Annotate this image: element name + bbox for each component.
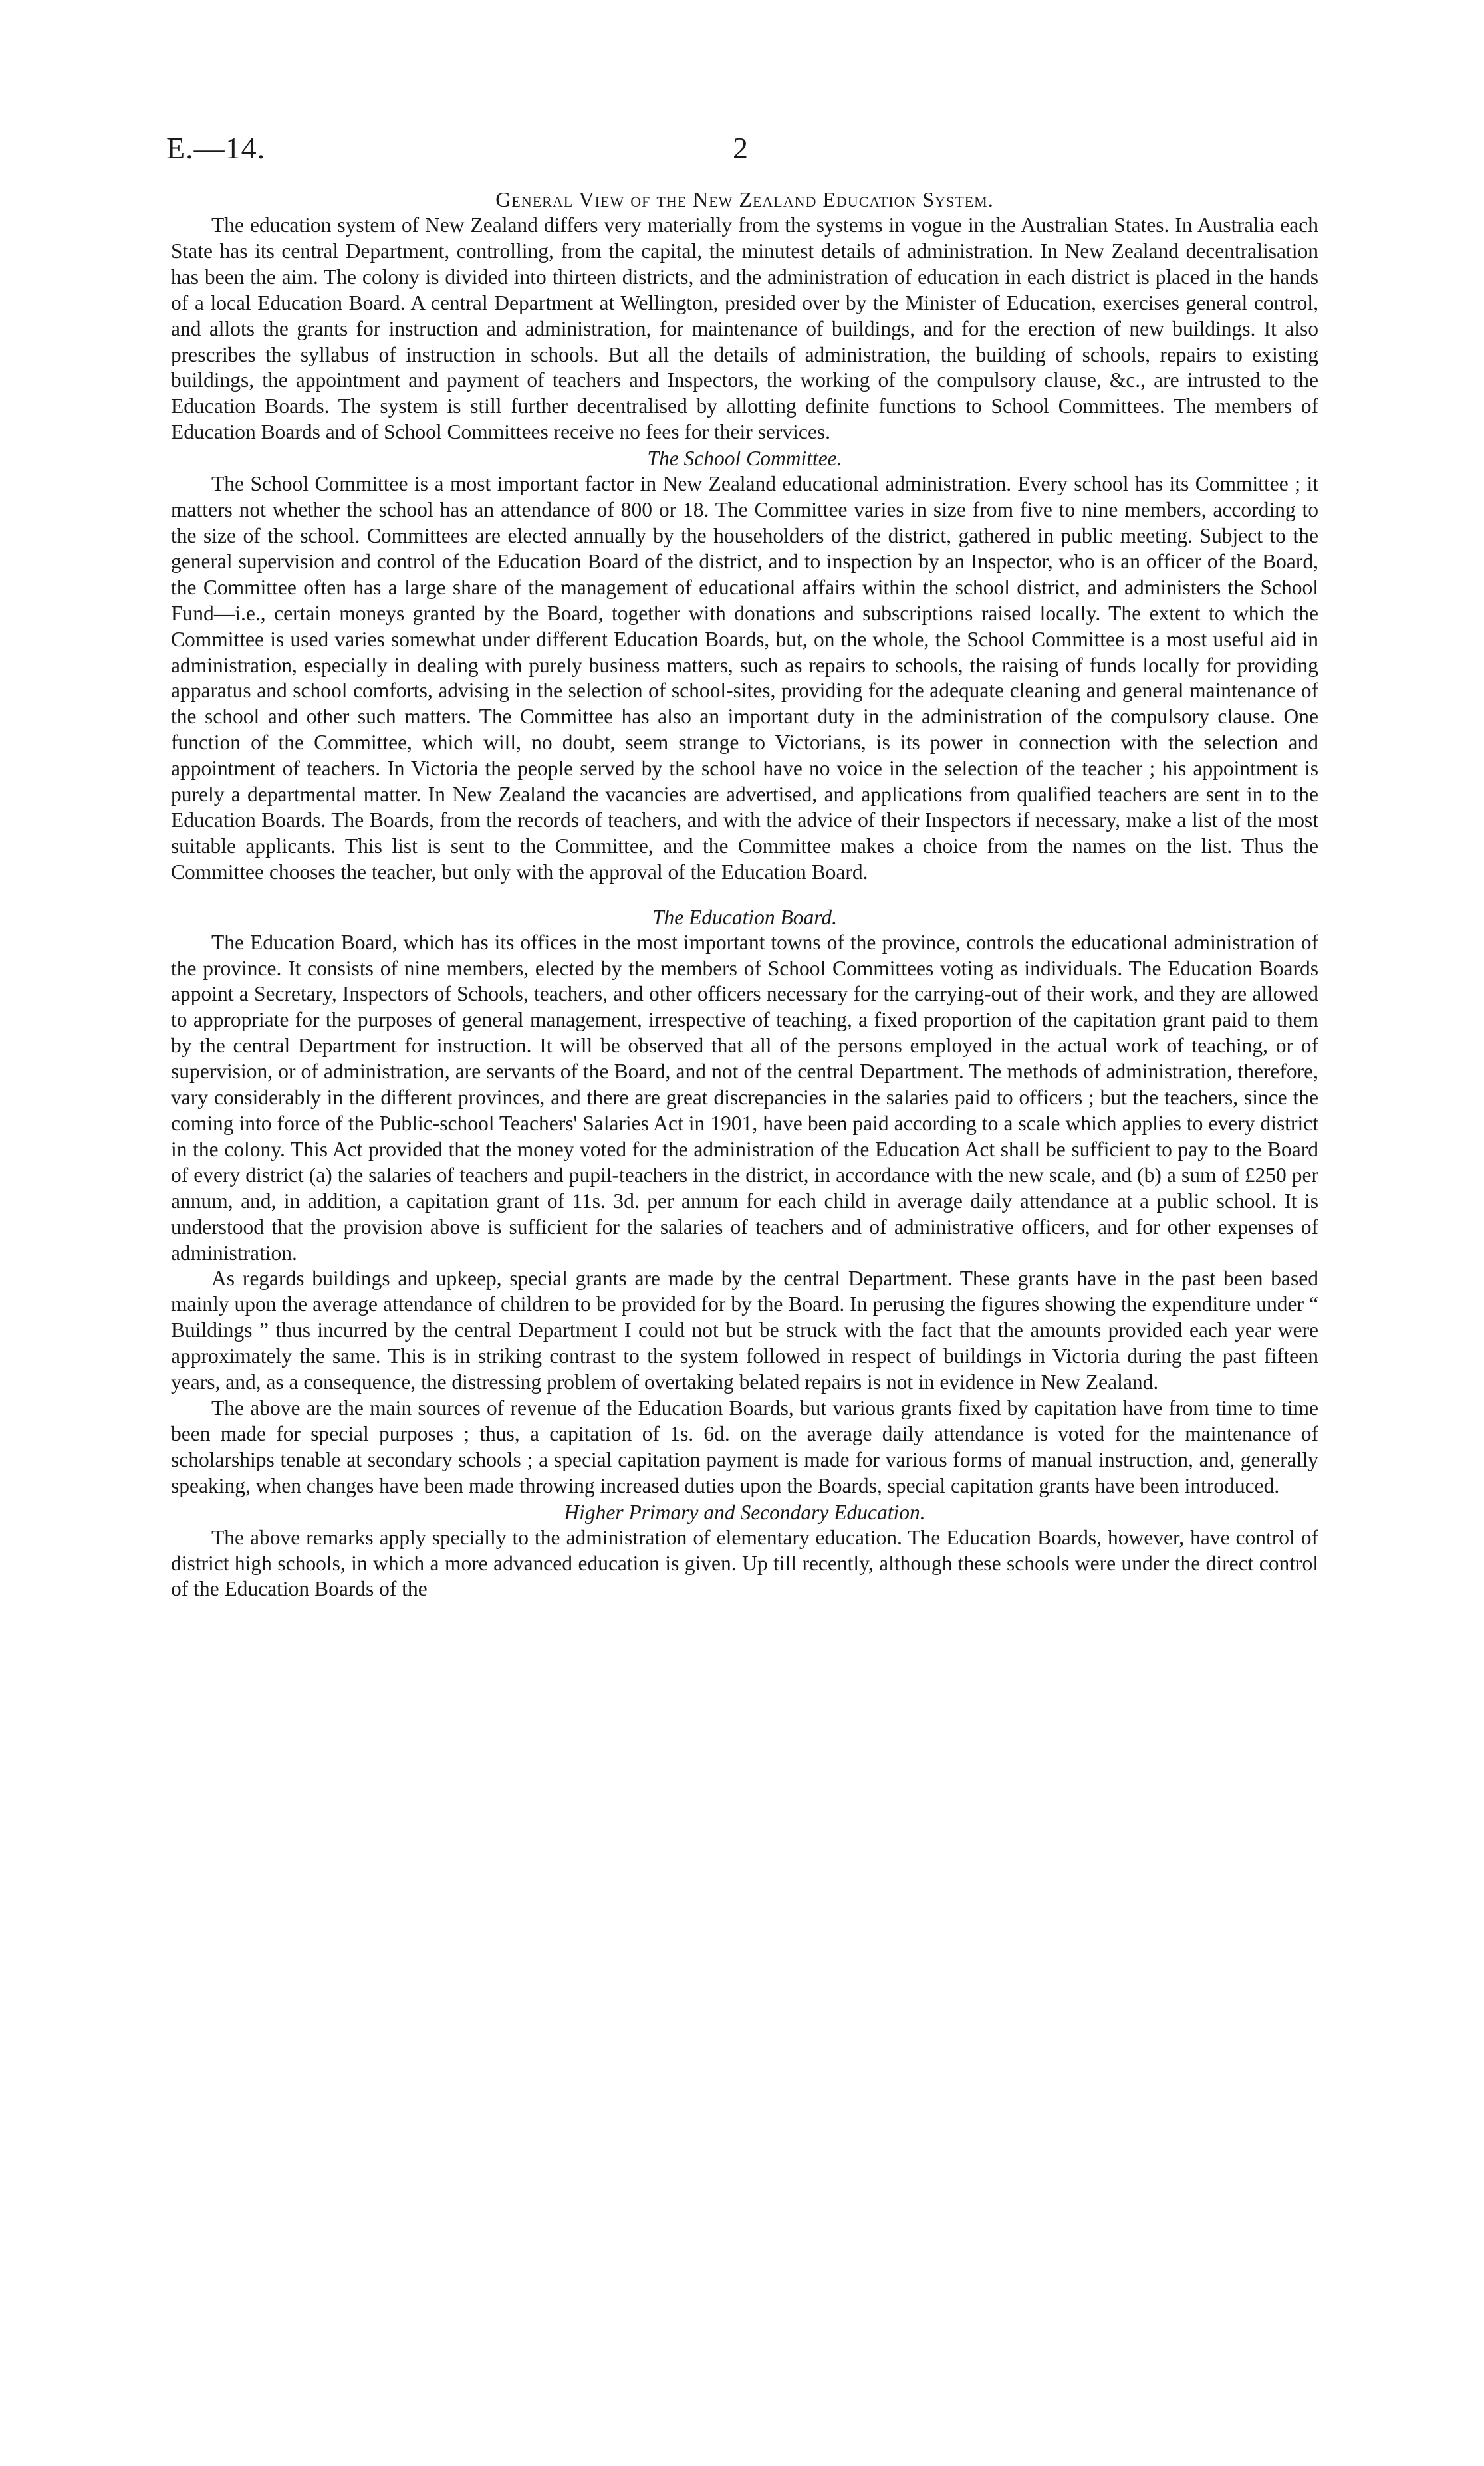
- section-heading-education-board: The Education Board.: [652, 905, 837, 929]
- section-gap: [171, 886, 1318, 904]
- section-heading-school-committee: The School Committee.: [647, 447, 842, 471]
- intro-paragraph: The education system of New Zealand differs very materially from the systems in vogue in the Australian States. In Australia each State has its central Department, controlling, from the capital, the minutest details of administration. In New Zealand decentralisation has been the aim. The colony is divided into thirteen districts, and the administration of education in each district is placed in the hands of a local Education Board. A central Department at Wellington, presided over by the Minister of Education, exercises general control, and allots the grants for instruction and administration, for maintenance of buildings, and for the erection of new buildings. It also prescribes the syllabus of instruction in schools. But all the details of administration, the building of schools, repairs to existing buildings, the appointment and payment of teachers and Inspectors, the working of the compulsory clause, &c., are intrusted to the Education Boards. The system is still further decentralised by allotting definite functions to School Committees. The members of Education Boards and of School Committees receive no fees for their services.: [171, 213, 1318, 444]
- school-committee-paragraph: The School Committee is a most important factor in New Zealand educational administration. Every school has its Committee ; it matters not whether the school has an attendance of 800 or 18. The Committee varies in size from five to nine members, according to the size of the school. Committees are elected annually by the householders of the district, gathered in public meeting. Subject to the general supervision and control of the Education Board of the district, and to inspection by an Inspector, who is an officer of the Board, the Committee often has a large share of the management of educational affairs within the school district, and administers the School Fund—i.e., certain moneys granted by the Board, together with donations and subscriptions raised locally. The extent to which the Committee is used varies somewhat under different Education Boards, but, on the whole, the School Committee is a most useful aid in administration, especially in dealing with purely business matters, such as repairs to schools, the raising of funds locally for providing apparatus and school comforts, advising in the selection of school-sites, providing for the adequate cleaning and general maintenance of the school and other such matters. The Committee has also an important duty in the administration of the compulsory clause. One function of the Committee, which will, no doubt, seem strange to Victorians, is its power in connection with the selection and appointment of teachers. In Victoria the people served by the school have no voice in the selection of the teacher ; his appointment is purely a departmental matter. In New Zealand the vacancies are advertised, and applications from qualified teachers are sent in to the Education Boards. The Boards, from the records of teachers, and with the advice of their Inspectors if necessary, make a list of the most suitable applicants. This list is sent to the Committee, and the Committee makes a choice from the names on the list. Thus the Committee chooses the teacher, but only with the approval of the Education Board.: [171, 472, 1318, 884]
- document-reference: E.—14.: [166, 131, 266, 165]
- page-number: 2: [733, 131, 748, 165]
- education-board-paragraph-3: The above are the main sources of revenue of the Education Boards, but various grants fixed by capitation have from time to time been made for special purposes ; thus, a capitation of 1s. 6d. on the average daily attendance is voted for the maintenance of scholarships tenable at secondary schools ; a special capitation payment is made for various forms of manual instruction, and, generally speaking, when changes have been made throwing increased duties upon the Boards, special capitation grants have been introduced.: [171, 1396, 1318, 1497]
- section-heading-higher-primary: Higher Primary and Secondary Education.: [564, 1500, 926, 1524]
- higher-primary-paragraph: The above remarks apply specially to the administration of elementary education. The Education Boards, however, have control of district high schools, in which a more advanced education is given. Up till recently, although these schools were under the direct control of the Education Boards of the: [171, 1525, 1318, 1601]
- main-title: General View of the New Zealand Education System.: [495, 187, 994, 211]
- education-board-paragraph-1: The Education Board, which has its offices in the most important towns of the province, controls the educational administration of the province. It consists of nine members, elected by the members of School Committees voting as individuals. The Education Boards appoint a Secretary, Inspectors of Schools, teachers, and other officers necessary for the carrying-out of their work, and they are allowed to appropriate for the purposes of general management, irrespective of teaching, a fixed proportion of the capitation grant paid to them by the central Department for instruction. It will be observed that all of the persons employed in the actual work of teaching, or of supervision, or of administration, are servants of the Board, and not of the central Department. The methods of administration, therefore, vary considerably in the different provinces, and there are great discrepancies in the salaries paid to officers ; but the teachers, since the coming into force of the Public-school Teachers' Salaries Act in 1901, have been paid according to a scale which applies to every district in the colony. This Act provided that the money voted for the administration of the Education Act shall be sufficient to pay to the Board of every district (a) the salaries of teachers and pupil-teachers in the district, in accordance with the new scale, and (b) a sum of £250 per annum, and, in addition, a capitation grant of 11s. 3d. per annum for each child in average daily attendance at a public school. It is understood that the provision above is sufficient for the salaries of teachers and of administrative officers, and for other expenses of administration.: [171, 930, 1318, 1265]
- page-header: [166, 130, 1323, 170]
- document-body: [171, 186, 1318, 1602]
- education-board-paragraph-2: As regards buildings and upkeep, special grants are made by the central Department. These grants have in the past been based mainly upon the average attendance of children to be provided for by the Board. In perusing the figures showing the expenditure under “ Buildings ” thus incurred by the central Department I could not but be struck with the fact that the amounts provided each year were approximately the same. This is in striking contrast to the system followed in respect of buildings in Victoria during the past fifteen years, and, as a consequence, the distressing problem of overtaking belated repairs is not in evidence in New Zealand.: [171, 1267, 1318, 1394]
